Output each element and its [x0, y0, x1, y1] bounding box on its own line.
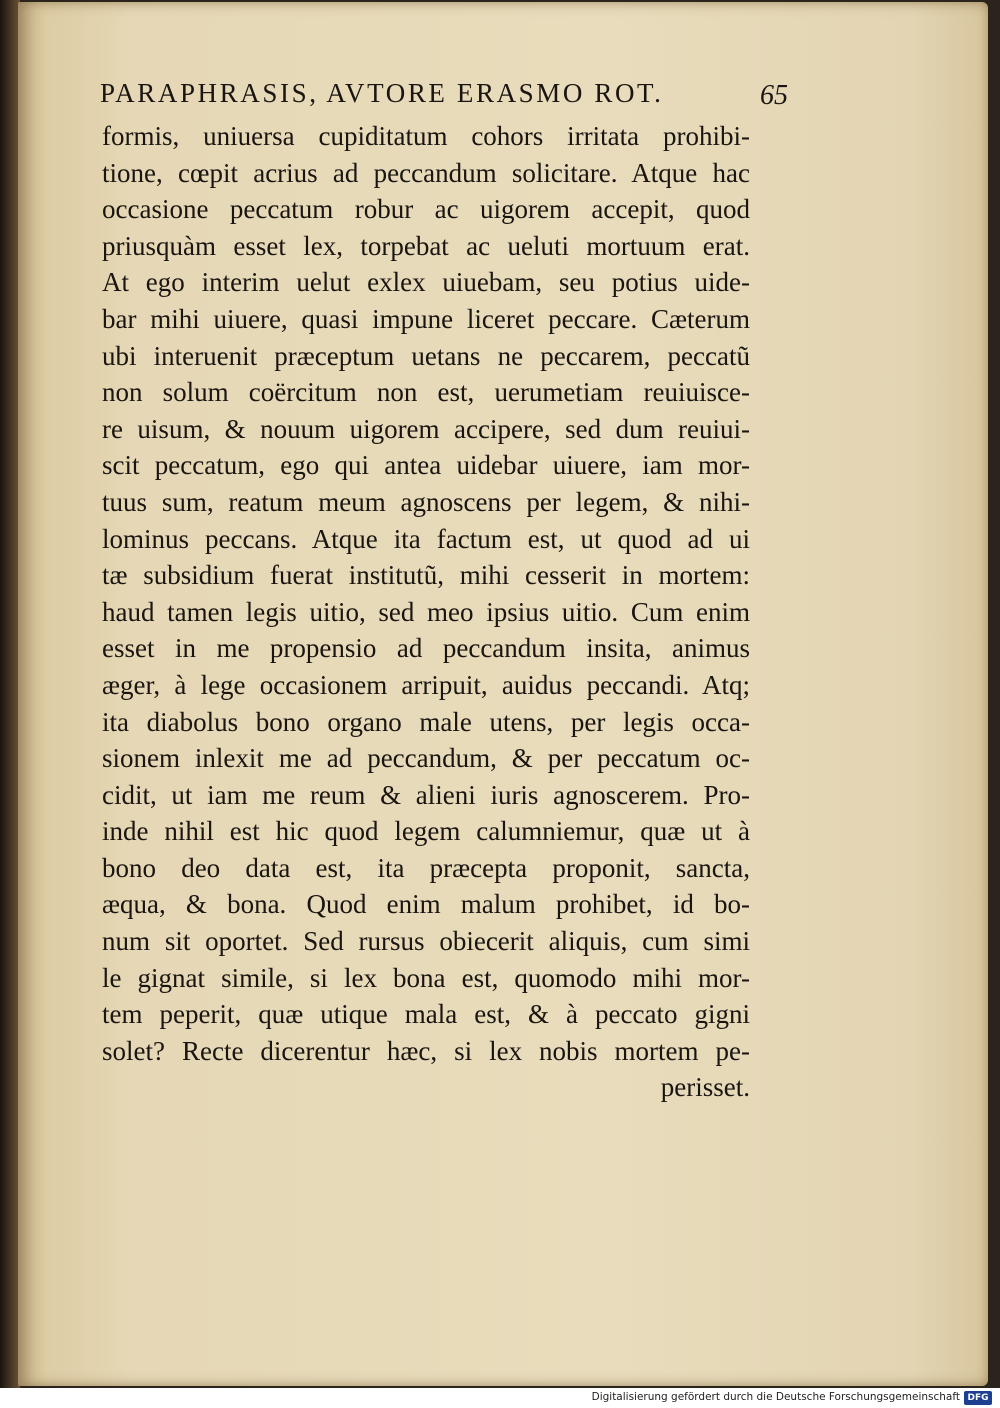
text-line: bono deo data est, ita præcepta proponit, sancta, [102, 852, 750, 883]
book-spine [0, 0, 20, 1388]
dfg-logo-icon[interactable]: DFG [964, 1391, 992, 1405]
text-line: tem peperit, quæ utique mala est, & à peccato gigni [102, 999, 750, 1030]
text-line: occasione peccatum robur ac uigorem accepit, quod [102, 194, 750, 225]
text-line: num sit oportet. Sed rursus obiecerit aliquis, cum simi [102, 926, 750, 957]
text-line: haud tamen legis uitio, sed meo ipsius uitio. Cum enim [102, 596, 750, 627]
text-line: priusquàm esset lex, torpebat ac ueluti mortuum erat. [102, 230, 750, 261]
footer-bar [0, 1388, 1000, 1408]
text-line: æger, à lege occasionem arripuit, auidus peccandi. Atq; [102, 669, 750, 700]
text-line: cidit, ut iam me reum & alieni iuris agnoscerem. Pro- [102, 779, 750, 810]
running-head-title: PARAPHRASIS, AVTORE ERASMO ROT. [100, 78, 664, 108]
text-line: formis, uniuersa cupiditatum cohors irritata prohibi- [102, 121, 750, 151]
text-line: ita diabolus bono organo male utens, per legis occa- [102, 706, 750, 737]
text-line: ubi interuenit præceptum uetans ne peccarem, peccatũ [102, 340, 750, 371]
text-line: lominus peccans. Atque ita factum est, ut quod ad ui [102, 523, 750, 554]
text-line: tuus sum, reatum meum agnoscens per legem, & nihi- [102, 486, 750, 517]
text-line: tæ subsidium fuerat institutũ, mihi cesserit in mortem: [102, 560, 750, 591]
text-line: bar mihi uiuere, quasi impune liceret peccare. Cæterum [102, 303, 750, 334]
text-line: scit peccatum, ego qui antea uidebar uiuere, iam mor- [102, 450, 750, 481]
text-line: inde nihil est hic quod legem calumniemur, quæ ut à [102, 816, 750, 847]
text-line: sionem inlexit me ad peccandum, & per peccatum oc- [102, 743, 750, 774]
text-line: le gignat simile, si lex bona est, quomodo mihi mor- [102, 962, 750, 993]
running-head [100, 78, 800, 118]
text-line: æqua, & bona. Quod enim malum prohibet, id bo- [102, 889, 750, 920]
text-line: non solum coërcitum non est, uerumetiam reuiuisce- [102, 377, 750, 408]
text-line-catchword: perisset. [660, 1072, 750, 1103]
text-line: tione, cœpit acrius ad peccandum solicitare. Atque hac [102, 157, 750, 188]
text-line: re uisum, & nouum uigorem accipere, sed dum reuiui- [102, 413, 750, 444]
text-line: solet? Recte dicerentur hæc, si lex nobis mortem pe- [102, 1035, 750, 1066]
text-line: At ego interim uelut exlex uiuebam, seu potius uide- [102, 267, 750, 298]
text-line: esset in me propensio ad peccandum insita, animus [102, 633, 750, 664]
body-text [102, 118, 750, 1106]
funding-credit: Digitalisierung gefördert durch die Deutsche Forschungsgemeinschaft [591, 1391, 960, 1403]
page-number: 65 [760, 80, 788, 111]
